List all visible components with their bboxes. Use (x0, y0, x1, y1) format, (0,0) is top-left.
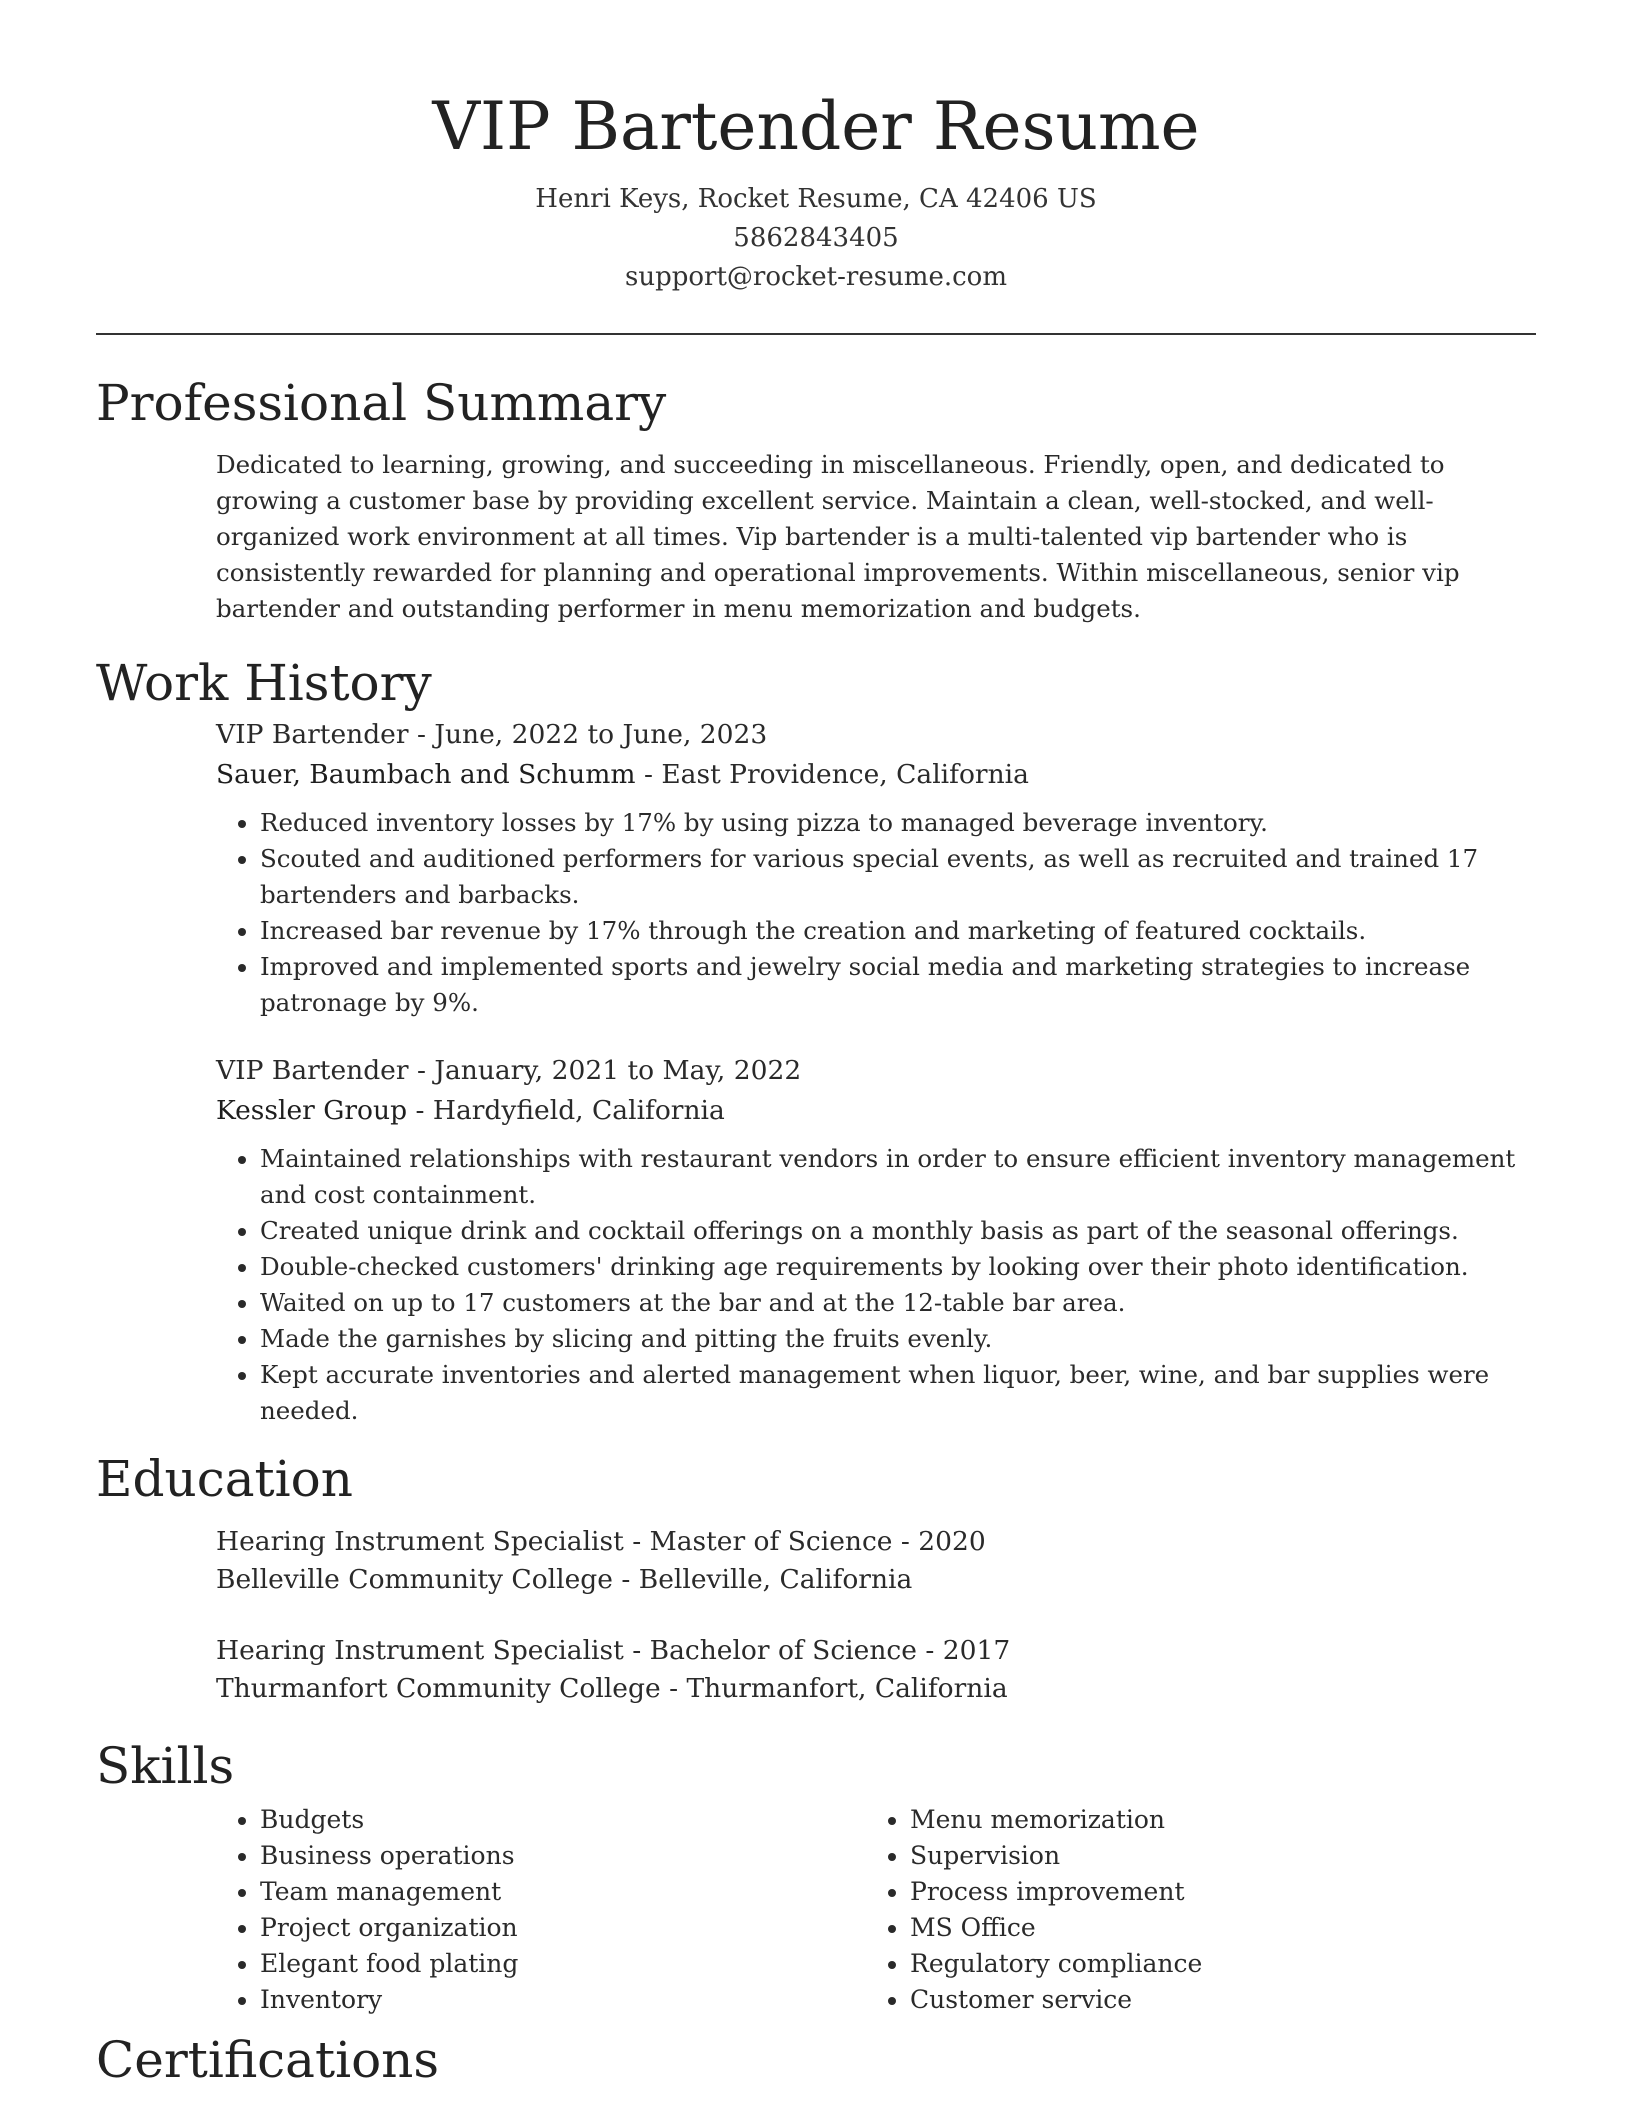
job-bullet: • Kept accurate inventories and alerted management when liquor, beer, wine, and bar supplies were needed. (260, 1357, 1536, 1429)
job-dates: June, 2022 to June, 2023 (434, 719, 768, 750)
job-company: Kessler Group (216, 1095, 408, 1126)
work-history-heading: Work History (96, 654, 432, 712)
job-title: VIP Bartender (216, 1055, 409, 1086)
resume-title: VIP Bartender Resume (432, 88, 1200, 165)
skill-item: • Elegant food plating (260, 1946, 866, 1982)
separator: - (408, 719, 435, 750)
education-field: Hearing Instrument Specialist (216, 1526, 624, 1557)
skill-item: • Budgets (260, 1802, 866, 1838)
skill-item: • Team management (260, 1874, 866, 1910)
job-bullet: • Made the garnishes by slicing and pitting the fruits evenly. (260, 1321, 1536, 1357)
job-bullet: • Waited on up to 17 customers at the bar and at the 12-table bar area. (260, 1285, 1536, 1321)
summary-text: Dedicated to learning, growing, and succeeding in miscellaneous. Friendly, open, and dedicated to growing a customer base by providing excellent service. Maintain a clean, well-stocked, and well-organized work environment at all times. Vip bartender is a multi-talented vip bartender who is consistently rewarded for planning and operational improvements. Within miscellaneous, senior vip bartender and outstanding performer in menu memorization and budgets. (216, 450, 1460, 623)
job-dates: January, 2021 to May, 2022 (434, 1055, 802, 1086)
education-field: Hearing Instrument Specialist (216, 1635, 624, 1666)
education-school: Thurmanfort Community College (216, 1673, 661, 1704)
job-entry (216, 715, 1536, 1021)
separator: - (892, 1526, 919, 1557)
job-bullet: • Maintained relationships with restaurant vendors in order to ensure efficient inventory management and cost containment. (260, 1141, 1536, 1213)
job-location: East Providence, California (661, 759, 1029, 790)
skill-item: • Customer service (910, 1982, 1516, 2018)
separator: - (660, 1673, 687, 1704)
contact-phone: 5862843405 (733, 223, 899, 253)
skills-section (96, 1734, 1536, 2018)
contact-email: support@rocket-resume.com (624, 262, 1007, 292)
education-location: Belleville, California (638, 1564, 913, 1595)
education-location: Thurmanfort, California (686, 1673, 1008, 1704)
education-entry (216, 1523, 1536, 1599)
education-school: Belleville Community College (216, 1564, 613, 1595)
job-bullets (216, 1141, 1536, 1429)
education-degree-line (216, 1523, 1536, 1561)
job-bullet: • Double-checked customers' drinking age requirements by looking over their photo identification. (260, 1249, 1536, 1285)
skills-heading: Skills (96, 1737, 235, 1795)
resume-page (96, 0, 1536, 2092)
job-company-line (216, 1091, 1536, 1131)
job-bullet: • Scouted and auditioned performers for various special events, as well as recruited and trained 17 bartenders and barbacks. (260, 841, 1536, 913)
education-degree: Bachelor of Science (649, 1635, 917, 1666)
job-entry (216, 1051, 1536, 1429)
job-bullets (216, 805, 1536, 1021)
skill-item: • Supervision (910, 1838, 1516, 1874)
job-bullet: • Improved and implemented sports and jewelry social media and marketing strategies to increase patronage by 9%. (260, 949, 1536, 1021)
skill-item: • Project organization (260, 1910, 866, 1946)
job-title: VIP Bartender (216, 719, 409, 750)
separator: - (623, 1526, 650, 1557)
skills-column-left (216, 1802, 866, 2018)
header-divider (96, 333, 1536, 335)
skills-grid (216, 1802, 1536, 2018)
job-company-line (216, 755, 1536, 795)
job-title-line (216, 1051, 1536, 1091)
separator: - (407, 1095, 433, 1126)
education-section (96, 1447, 1536, 1708)
certifications-heading: Certifications (96, 2031, 440, 2089)
education-heading: Education (96, 1450, 353, 1508)
job-company: Sauer, Baumbach and Schumm (216, 759, 636, 790)
certifications-section (96, 2028, 1536, 2092)
job-location: Hardyfield, California (432, 1095, 725, 1126)
separator: - (408, 1055, 435, 1086)
skill-item: • Regulatory compliance (910, 1946, 1516, 1982)
education-entry (216, 1632, 1536, 1708)
separator: - (635, 759, 662, 790)
education-degree-line (216, 1632, 1536, 1670)
contact-address: Henri Keys, Rocket Resume, CA 42406 US (535, 184, 1097, 214)
skills-column-right (866, 1802, 1516, 2018)
education-school-line (216, 1670, 1536, 1708)
skill-item: • Menu memorization (910, 1802, 1516, 1838)
separator: - (612, 1564, 639, 1595)
skill-item: • Inventory (260, 1982, 866, 2018)
skill-item: • Business operations (260, 1838, 866, 1874)
skill-item: • MS Office (910, 1910, 1516, 1946)
job-bullet: • Reduced inventory losses by 17% by using pizza to managed beverage inventory. (260, 805, 1536, 841)
education-year: 2017 (942, 1635, 1011, 1666)
separator: - (916, 1635, 943, 1666)
education-school-line (216, 1561, 1536, 1599)
education-year: 2020 (918, 1526, 986, 1557)
education-degree: Master of Science (649, 1526, 893, 1557)
job-bullet: • Created unique drink and cocktail offerings on a monthly basis as part of the seasonal offerings. (260, 1213, 1536, 1249)
summary-heading: Professional Summary (96, 374, 667, 432)
skill-item: • Process improvement (910, 1874, 1516, 1910)
job-bullet: • Increased bar revenue by 17% through the creation and marketing of featured cocktails. (260, 913, 1536, 949)
resume-header (96, 0, 1536, 297)
contact-block (96, 180, 1536, 297)
job-title-line (216, 715, 1536, 755)
summary-section (96, 371, 1536, 627)
separator: - (623, 1635, 650, 1666)
work-history-section (96, 651, 1536, 1429)
